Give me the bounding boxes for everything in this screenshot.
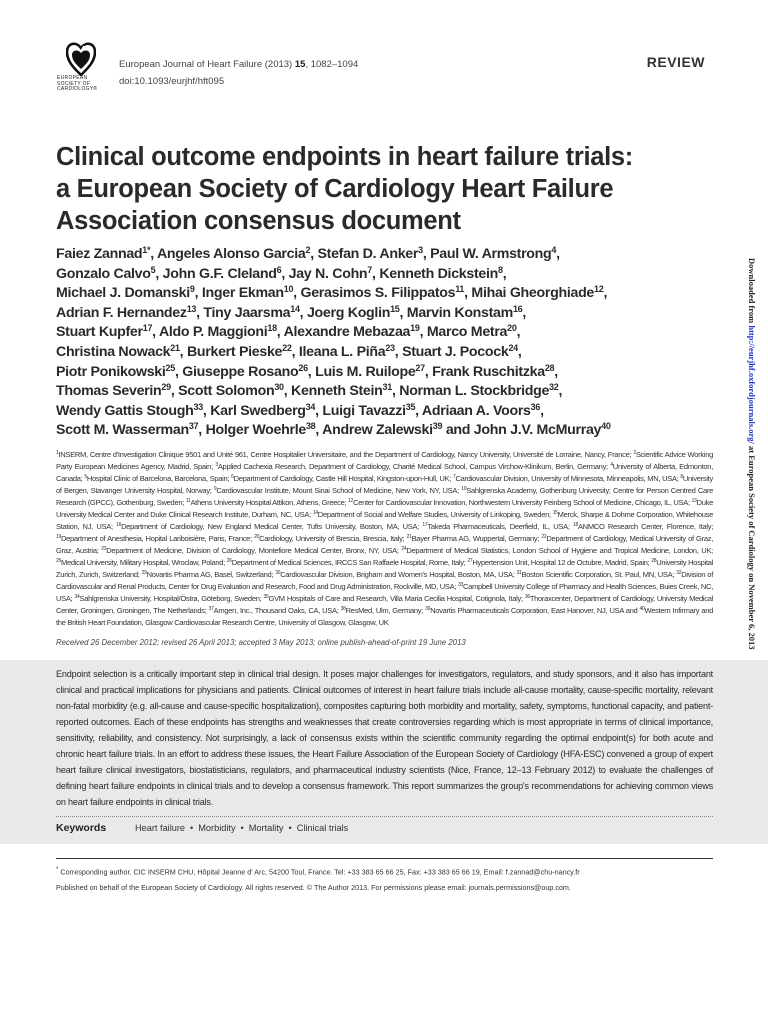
affiliation-text: Duke University Medical Center and Duke Clinical Research Institute, Durham, NC, USA; xyxy=(56,497,713,519)
affiliation-text: Campbell University College of Pharmacy and Health Sciences, Buies Creek, NC, USA; xyxy=(56,581,713,603)
author xyxy=(56,266,155,282)
author xyxy=(56,305,196,321)
affiliation-number: 33 xyxy=(457,581,463,588)
author-affiliation-number: 24 xyxy=(508,342,518,353)
affiliation-number: 37 xyxy=(208,605,214,612)
affiliation-text: Western Infirmary and the British Heart Foundation, Glasgow Cardiovascular Research Centre, University of Glasgow, Glasgow, UK xyxy=(56,605,713,627)
affiliations xyxy=(56,449,713,629)
affiliation-text: Department of Anesthesia, Hopital Lariboisière, Paris, France; xyxy=(60,533,255,543)
logo-text: EUROPEAN SOCIETY OF CARDIOLOGY® xyxy=(57,75,98,92)
author-name: Stuart Kupfer xyxy=(56,324,143,341)
author xyxy=(427,324,517,340)
affiliation-number: 18 xyxy=(572,521,578,528)
corresponding-author-note: * Corresponding author. CIC INSERM CHU, Hôpital Jeanne d' Arc, 54200 Toul, France. Tel: +33 383 65 66 25, Fax: +33 383 65 66 19, Email: f.zannad@chu-nancy.fr xyxy=(56,866,580,877)
author xyxy=(379,266,502,282)
affiliation xyxy=(264,594,525,603)
author-name: Mihai Gheorghiade xyxy=(471,285,595,302)
affiliation xyxy=(142,570,276,579)
author xyxy=(56,344,180,360)
author xyxy=(159,324,277,340)
author xyxy=(56,246,150,262)
author-affiliation-number: 5 xyxy=(150,264,156,275)
author xyxy=(206,422,316,438)
affiliation-number: 40 xyxy=(639,605,645,612)
author-affiliation-number: 25 xyxy=(165,362,175,373)
author-affiliation-number: 16 xyxy=(512,303,523,314)
affiliation-text: Department of Cardiology, Medical University of Graz, Graz, Austria; xyxy=(56,533,713,555)
author xyxy=(322,403,415,419)
author-name: Andrew Zalewski xyxy=(322,422,433,439)
author-name: Norman L. Stockbridge xyxy=(399,383,550,400)
author xyxy=(315,364,425,380)
author-list xyxy=(56,245,732,441)
author-name: Aldo P. Maggioni xyxy=(158,324,268,341)
affiliation xyxy=(467,558,651,567)
affiliation-text: University Hospital Zurich, Zurich, Switzerland; xyxy=(56,557,714,579)
author-affiliation-number: 27 xyxy=(415,362,425,373)
affiliation-text: Department of Medical Statistics, London School of Hygiene and Tropical Medicine, London, UK; xyxy=(406,545,713,555)
affiliation-number: 15 xyxy=(552,509,558,516)
affiliation xyxy=(341,606,425,615)
affiliation-text: ANMCO Research Center, Florence, Italy; xyxy=(577,521,714,531)
affiliation-number: 39 xyxy=(425,605,431,612)
author xyxy=(182,364,308,380)
author xyxy=(422,403,540,419)
author-name: Ileana L. Piña xyxy=(298,343,386,360)
affiliation-number: 17 xyxy=(422,521,428,528)
affiliation-text: Department of Cardiology, Castle Hill Hospital, Kingston-upon-Hull, UK; xyxy=(233,473,453,483)
author-name: Giuseppe Rosano xyxy=(182,363,299,380)
author-affiliation-number: 2 xyxy=(305,245,311,255)
journal-link[interactable]: http://eurjhf.oxfordjournals.org/ xyxy=(747,325,757,444)
affiliation xyxy=(275,570,516,579)
affiliation xyxy=(254,534,406,543)
author xyxy=(210,403,315,419)
affiliation-number: 29 xyxy=(141,569,147,576)
author-name: Joerg Koglin xyxy=(306,304,391,321)
author-name: Karl Swedberg xyxy=(210,402,306,419)
author-affiliation-number: 33 xyxy=(193,401,203,412)
affiliation-text: Scientific Advice Working Party European Medicines Agency, Madrid, Spain; xyxy=(56,449,714,471)
author-affiliation-number: 9 xyxy=(189,284,195,295)
keywords-divider xyxy=(56,816,713,817)
affiliation xyxy=(75,594,264,603)
author-name: Gerasimos S. Filippatos xyxy=(300,285,456,302)
affiliation-number: 23 xyxy=(101,545,107,552)
author xyxy=(474,422,611,438)
affiliation-number: 12 xyxy=(348,497,354,504)
heart-logo-icon xyxy=(66,42,96,76)
author xyxy=(163,266,282,282)
author-line: Piotr Ponikowski$^{25}$, Giuseppe Rosano$^{26}$, Luis M. Ruilope$^{27}$, Frank Ruschitzka$^{28}$, xyxy=(56,362,558,380)
author-affiliation-number: 15 xyxy=(390,303,400,314)
author xyxy=(432,364,554,380)
author-name: Alexandre Mebazaa xyxy=(283,324,411,341)
author-name: Jay N. Cohn xyxy=(288,265,368,282)
affiliation xyxy=(401,546,713,555)
author-name: Burkert Pieske xyxy=(186,343,283,360)
affiliation-number: 27 xyxy=(467,557,473,564)
author-affiliation-number: 32 xyxy=(549,382,559,393)
author-affiliation-number: 37 xyxy=(188,421,199,432)
affiliation-number: 38 xyxy=(340,605,346,612)
esc-logo xyxy=(57,42,105,93)
author-affiliation-number: 18 xyxy=(267,323,277,334)
author-name: Angeles Alonso Garcia xyxy=(156,246,306,262)
author-name: Stefan D. Anker xyxy=(317,246,419,262)
author-affiliation-number: 39 xyxy=(432,421,443,432)
affiliation xyxy=(407,534,542,543)
author-affiliation-number: 38 xyxy=(305,421,316,432)
affiliation-text: Department of Social and Welfare Studies, University of Linkoping, Sweden; xyxy=(317,509,553,519)
author-name: Luigi Tavazzi xyxy=(322,402,406,419)
affiliation-number: 6 xyxy=(231,473,234,480)
author xyxy=(56,364,175,380)
affiliation-text: Takeda Pharmaceuticals, Deerfield, IL, USA; xyxy=(427,521,573,531)
affiliation xyxy=(452,473,683,483)
keyword: Morbidity xyxy=(198,822,236,833)
affiliation xyxy=(348,498,692,507)
author-affiliation-number: 17 xyxy=(142,323,153,334)
keywords-row xyxy=(56,822,768,834)
affiliation-number: 11 xyxy=(185,497,191,504)
author-affiliation-number: 13 xyxy=(186,303,197,314)
author-affiliation-number: 7 xyxy=(367,264,373,275)
author xyxy=(202,285,293,301)
author-affiliation-number: 3 xyxy=(418,245,423,255)
author xyxy=(407,305,523,321)
affiliation-number: 5 xyxy=(84,473,87,480)
publisher-note: Published on behalf of the European Society of Cardiology. All rights reserved. © The Author 2013. For permissions please email: journals.permissions@oup.com. xyxy=(56,883,571,893)
abstract-box xyxy=(0,660,768,844)
affiliation xyxy=(56,449,636,459)
author-name: Piotr Ponikowski xyxy=(56,363,166,380)
author-name: Christina Nowack xyxy=(56,343,171,360)
author-affiliation-number: 12 xyxy=(594,284,604,295)
affiliation xyxy=(209,606,341,615)
author-affiliation-number: 22 xyxy=(282,342,292,353)
author-name: Gonzalo Calvo xyxy=(56,265,151,282)
affiliation-number: 14 xyxy=(312,509,318,516)
keyword-separator: • xyxy=(288,822,292,833)
author-name: Scott Solomon xyxy=(178,383,275,400)
author-line: Scott M. Wasserman$^{37}$, Holger Woehrle$^{38}$, Andrew Zalewski$^{39}$ and John J.V. McMurray$^{40}$ xyxy=(56,421,611,439)
affiliation-text: INSERM, Centre d'Investigation Clinique 9501 and Unité 961, Centre Hospitalier Universitaire, and the Department of Cardiology, Nancy University, Université de Lorraine, Nancy, France; xyxy=(58,449,634,459)
affiliation-number: 22 xyxy=(541,533,547,540)
affiliation xyxy=(227,558,468,567)
author-name: Scott M. Wasserman xyxy=(56,422,189,439)
author-name: Inger Ekman xyxy=(201,285,284,302)
author-affiliation-number: 40 xyxy=(601,421,611,432)
affiliation xyxy=(517,570,677,579)
author xyxy=(317,246,422,262)
affiliation-text: Cardiovascular Division, Brigham and Women's Hospital, Boston, MA, USA; xyxy=(280,569,517,579)
affiliation xyxy=(214,486,461,495)
affiliation-text: Novartis Pharma AG, Basel, Switzerland; xyxy=(146,569,276,579)
keyword-separator: • xyxy=(190,822,194,833)
author-affiliation-number: 23 xyxy=(385,342,395,353)
author-name: Kenneth Stein xyxy=(291,383,383,400)
keyword: Mortality xyxy=(248,822,284,833)
affiliation-text: Department of Medical Sciences, IRCCS San Raffaele Hospital, Rome, Italy; xyxy=(231,557,468,567)
affiliation xyxy=(186,498,348,507)
author-name: John G.F. Cleland xyxy=(162,265,277,282)
affiliation-text: Novartis Pharmaceuticals Corporation, East Hanover, NJ, USA and xyxy=(430,605,640,615)
journal-pages: , 1082–1094 xyxy=(305,59,359,70)
author-name: Marco Metra xyxy=(426,324,508,341)
author xyxy=(56,324,152,340)
affiliation-number: 35 xyxy=(263,593,269,600)
affiliation xyxy=(573,522,713,531)
author-line: Adrian F. Hernandez$^{13}$, Tiny Jaarsma$^{14}$, Joerg Koglin$^{15}$, Marvin Konstam$^{16}$, xyxy=(56,303,527,321)
author-name: Adriaan A. Voors xyxy=(421,402,531,419)
affiliation-text: Amgen, Inc., Thousand Oaks, CA, USA; xyxy=(213,605,341,615)
affiliation-number: 19 xyxy=(56,533,61,540)
received-dates: Received 26 December 2012; revised 26 April 2013; accepted 3 May 2013; online publish-ahead-of-print 19 June 2013 xyxy=(56,637,466,647)
author-affiliation-number: 6 xyxy=(276,264,282,275)
affiliation-number: 36 xyxy=(524,593,530,600)
author xyxy=(56,422,198,438)
keywords-list xyxy=(135,823,348,833)
author xyxy=(56,403,203,419)
section-label: REVIEW xyxy=(646,54,705,70)
doi: doi:10.1093/eurjhf/hft095 xyxy=(119,76,225,87)
affiliation-text: Division of Cardiovascular and Renal Products, Center for Drug Evaluation and Research, Food and Drug Administration, Rockville, MD, USA; xyxy=(56,569,714,591)
affiliation xyxy=(231,473,456,483)
affiliation-number: 31 xyxy=(516,569,522,576)
affiliation-text: Sahlgrenska University, Hospital/Östra, Göteborg, Sweden; xyxy=(79,593,264,603)
affiliation-text: GVM Hospitals of Care and Research, Villa Maria Cecilia Hospital, Cotignola, Italy; xyxy=(268,593,525,603)
affiliation-number: 32 xyxy=(676,569,682,576)
affiliation-number: 4 xyxy=(610,461,613,468)
affiliation-number: 13 xyxy=(691,497,697,504)
affiliation-number: 1 xyxy=(56,449,59,456)
keyword-separator: • xyxy=(240,822,244,833)
author-affiliation-number: 20 xyxy=(507,323,517,334)
article-front-matter xyxy=(56,141,726,893)
affiliation-number: 9 xyxy=(213,485,217,492)
affiliation-text: Applied Cachexia Research, Department of Cardiology, Charité Medical School, Campus Virchow-Klinikum, Berlin, Germany; xyxy=(217,461,611,471)
author-affiliation-number: 1* xyxy=(142,245,151,255)
author xyxy=(307,305,400,321)
affiliation-number: 20 xyxy=(254,533,260,540)
affiliation-text: Bayer Pharma AG, Wuppertal, Germany; xyxy=(411,533,542,543)
affiliation-text: Department of Medicine, Division of Cardiology, Montefiore Medical Center, Bronx, NY, USA; xyxy=(106,545,402,555)
download-watermark: Downloaded from http://eurjhf.oxfordjournals.org/ at European Society of Cardiology on November 6, 2013 xyxy=(747,258,757,650)
author-affiliation-number: 4 xyxy=(551,245,557,255)
affiliation-text: Medical University, Military Hospital, Wroclaw, Poland; xyxy=(60,557,227,567)
affiliation-number: 24 xyxy=(401,545,407,552)
author-name: Faiez Zannad xyxy=(56,246,143,262)
author xyxy=(430,246,556,262)
author xyxy=(299,344,395,360)
author xyxy=(300,285,464,301)
affiliation-text: Athens University Hospital Attikon, Athens, Greece; xyxy=(190,497,349,507)
affiliation-number: 21 xyxy=(406,533,412,540)
affiliation-text: Cardiology, University of Brescia, Brescia, Italy; xyxy=(259,533,407,543)
author-line: Thomas Severin$^{29}$, Scott Solomon$^{30}$, Kenneth Stein$^{31}$, Norman L. Stockbridge$^{32}$, xyxy=(56,382,563,400)
author-affiliation-number: 21 xyxy=(170,342,180,353)
author-name: Wendy Gattis Stough xyxy=(56,402,194,419)
affiliation-number: 3 xyxy=(215,461,218,468)
author xyxy=(291,383,392,399)
author-name: Adrian F. Hernandez xyxy=(56,304,187,321)
affiliation xyxy=(422,522,573,531)
author-affiliation-number: 8 xyxy=(498,264,503,275)
affiliation-number: 34 xyxy=(74,593,80,600)
author xyxy=(399,383,558,399)
affiliation-text: Cardiovascular Institute, Mount Sinai School of Medicine, New York, NY, USA; xyxy=(216,485,462,495)
author-affiliation-number: 11 xyxy=(455,284,465,295)
journal-volume: 15 xyxy=(294,59,306,70)
author xyxy=(187,344,292,360)
affiliation xyxy=(425,606,639,615)
author-affiliation-number: 14 xyxy=(290,303,300,314)
affiliation xyxy=(215,461,613,471)
affiliation xyxy=(101,546,401,555)
author-name: Kenneth Dickstein xyxy=(379,265,498,282)
author-name: Stuart J. Pocock xyxy=(402,343,509,360)
author-line: Stuart Kupfer$^{17}$, Aldo P. Maggioni$^{18}$, Alexandre Mebazaa$^{19}$, Marco Metra$^{20}$, xyxy=(56,323,521,341)
affiliation-text: Merck, Sharpe & Dohme Corporation, Whitehouse Station, NJ, USA; xyxy=(56,509,713,531)
author-affiliation-number: 35 xyxy=(405,401,416,412)
affiliation-text: Thoraxcenter, Department of Cardiology, University Medical Center, Groningen, Groningen, The Netherlands; xyxy=(56,593,714,615)
author-name: Holger Woehrle xyxy=(205,422,306,439)
affiliation xyxy=(56,558,227,567)
affiliation-text: University of Bergen, Stavanger University Hospital, Norway; xyxy=(56,473,714,495)
author-line: Faiez Zannad$^{1*}$, Angeles Alonso Garcia$^2$, Stefan D. Anker$^3$, Paul W. Armstrong$^4$, xyxy=(56,245,560,262)
author-name: Luis M. Ruilope xyxy=(315,363,416,380)
author xyxy=(289,266,372,282)
affiliation-text: Sahlgrenska Academy, Gothenburg University; Centre for Person Centred Care Research (GPCC), Gothenburg, Sweden; xyxy=(56,485,713,507)
affiliation-number: 25 xyxy=(56,557,61,564)
paper-title: Clinical outcome endpoints in heart failure trials: a European Society of Cardiology Heart Failure Association consensus document xyxy=(56,143,633,235)
author xyxy=(402,344,518,360)
author-name: Tiny Jaarsma xyxy=(203,304,291,321)
affiliation xyxy=(84,473,234,483)
footnote-divider xyxy=(56,858,713,859)
affiliation-number: 7 xyxy=(452,473,456,480)
author-affiliation-number: 26 xyxy=(298,362,308,373)
affiliation xyxy=(313,510,553,519)
keywords-label: Keywords xyxy=(56,821,107,834)
author-line: Gonzalo Calvo$^5$, John G.F. Cleland$^6$, Jay N. Cohn$^7$, Kenneth Dickstein$^8$, xyxy=(56,264,507,282)
affiliation-number: 8 xyxy=(680,473,683,480)
author-name: Paul W. Armstrong xyxy=(430,246,552,262)
author-affiliation-number: 29 xyxy=(161,382,171,393)
affiliation-text: University of Alberta, Edmonton, Canada; xyxy=(56,461,713,483)
affiliation-number: 26 xyxy=(226,557,232,564)
affiliation-number: 28 xyxy=(651,557,657,564)
author-affiliation-number: 30 xyxy=(274,382,284,393)
author-name: Marvin Konstam xyxy=(406,304,513,321)
affiliation-number: 10 xyxy=(461,485,467,492)
affiliation-number: 2 xyxy=(633,449,636,456)
affiliation-text: Cardiovascular Division, University of Minnesota, Minneapolis, MN, USA; xyxy=(455,473,681,483)
affiliation xyxy=(56,534,254,543)
author xyxy=(178,383,284,399)
author-name: John J.V. McMurray xyxy=(473,422,602,439)
author-affiliation-number: 10 xyxy=(283,284,294,295)
author xyxy=(203,305,299,321)
keyword: Clinical trials xyxy=(296,822,349,833)
author-affiliation-number: 34 xyxy=(305,401,316,412)
journal-citation xyxy=(119,56,358,90)
affiliation xyxy=(116,522,422,531)
journal-name: European Journal of Heart Failure (2013) xyxy=(119,59,293,70)
author xyxy=(322,422,442,438)
author xyxy=(471,285,603,301)
author-affiliation-number: 36 xyxy=(530,401,541,412)
affiliation-text: Boston Scientific Corporation, St. Paul, MN, USA; xyxy=(521,569,677,579)
affiliation-number: 30 xyxy=(275,569,281,576)
author-name: Michael J. Domanski xyxy=(56,285,190,302)
author-line: Christina Nowack$^{21}$, Burkert Pieske$^{22}$, Ileana L. Piña$^{23}$, Stuart J. Pocock$^{24}$, xyxy=(56,342,522,360)
affiliation-text: Hospital Clinic of Barcelona, Barcelona, Spain; xyxy=(86,473,232,483)
author-line: Wendy Gattis Stough$^{33}$, Karl Swedberg$^{34}$, Luigi Tavazzi$^{35}$, Adriaan A. Voors$^{36}$, xyxy=(56,401,544,419)
author xyxy=(56,285,195,301)
author-name: Frank Ruschitzka xyxy=(432,363,545,380)
author-affiliation-number: 31 xyxy=(382,382,392,393)
keyword: Heart failure xyxy=(135,822,186,833)
affiliation-text: ResMed, Ulm, Germany; xyxy=(345,605,426,615)
author xyxy=(56,383,171,399)
affiliation-text: Department of Cardiology, New England Medical Center, Tufts University, Boston, MA, USA; xyxy=(121,521,423,531)
author-line: Michael J. Domanski$^9$, Inger Ekman$^{10}$, Gerasimos S. Filippatos$^{11}$, Mihai Gheorghiade$^{12}$, xyxy=(56,284,608,302)
author xyxy=(284,324,420,340)
author-name: Thomas Severin xyxy=(56,383,162,400)
abstract: Endpoint selection is a critically important step in clinical trial design. It poses major challenges for investigators, regulators, and study sponsors, and it also has important clinical and practical implications for physicians and patients. Clinical outcomes of interest in heart failure trials include all-cause mortality, cause-specific mortality, relevant non-fatal morbidity (e.g. all-cause and cause-specific hospitalization), composites capturing both morbidity and mortality, safety, symptoms, functional capacity, and patient-reported outcomes. Each of these endpoints has strengths and weaknesses that create controversies regarding which is most appropriate in terms of clinical importance, sensitivity, reliability, and consistency. Not surprisingly, a lack of consensus exists within the scientific community regarding the optimal endpoint(s) for both acute and chronic heart failure trials. In an effort to address these issues, the Heart Failure Association of the European Society of Cardiology (HFA-ESC) convened a group of expert heart failure clinical investigators, biostatisticians, regulators, and pharmaceutical industry scientists (Nice, France, 12–13 February 2012) to evaluate the challenges of defining heart failure endpoints in clinical trials and to develop a consensus framework. This report summarizes the group's recommendations for achieving common views on heart failure endpoints in clinical trials. xyxy=(56,668,713,807)
author-affiliation-number: 19 xyxy=(410,323,420,334)
author xyxy=(157,246,310,262)
affiliation-text: Center for Cardiovascular Innovation, Northwestern University Feinberg School of Medicine, Chicago, IL, USA; xyxy=(353,497,692,507)
affiliation-number: 16 xyxy=(116,521,122,528)
author-affiliation-number: 28 xyxy=(544,362,555,373)
affiliation-text: Hypertension Unit, Hospital 12 de Octubre, Madrid, Spain; xyxy=(472,557,652,567)
